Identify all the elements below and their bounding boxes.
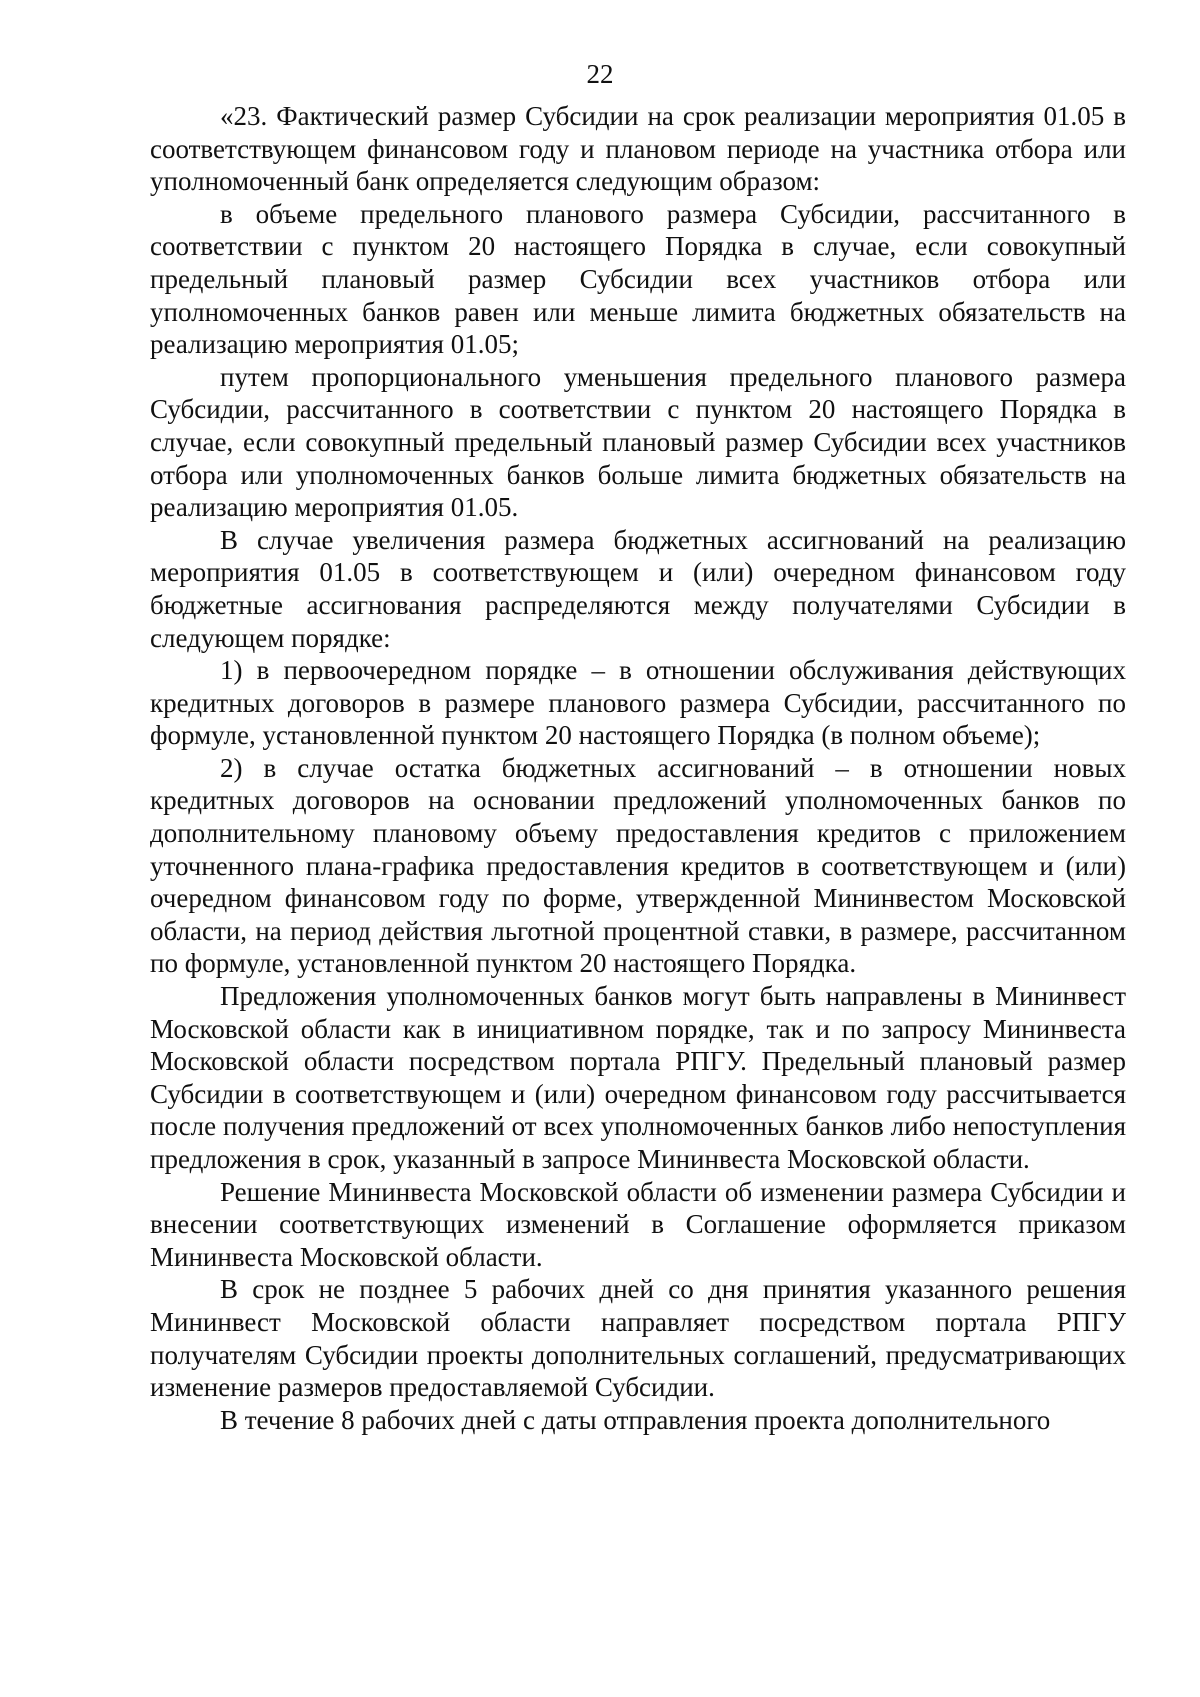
page-number: 22: [586, 59, 614, 89]
paragraph-deadline-8-days: В течение 8 рабочих дней с даты отправления проекта дополнительного: [220, 1404, 1051, 1435]
paragraph-deadline-5-days: В срок не позднее 5 рабочих дней со дня принятия указанного решения Мининвест Московской области направляет посредством портала РПГУ получателям Субсидии проекты дополнительных соглашений, предусматривающих изменение размеров предоставляемой Субсидии.: [150, 1274, 1126, 1403]
paragraph-bank-proposals: Предложения уполномоченных банков могут быть направлены в Мининвест Московской области как в инициативном порядке, так и по запросу Мининвеста Московской области посредством портала РПГУ. Предельный плановый размер Субсидии в соответствующем и (или) очередном финансовом году рассчитывается после получения предложений от всех уполномоченных банков либо непоступления предложения в срок, указанный в запросе Мининвеста Московской области.: [150, 981, 1126, 1174]
paragraph-priority-1: 1) в первоочередном порядке – в отношении обслуживания действующих кредитных договоров в размере планового размера Субсидии, рассчитанного по формуле, установленной пунктом 20 настоящего Порядка (в полном объеме);: [150, 655, 1126, 751]
paragraph-proportional-reduction: путем пропорционального уменьшения предельного планового размера Субсидии, рассчитанного в соответствии с пунктом 20 настоящего Порядка в случае, если совокупный предельный плановый размер Субсидии всех участников отбора или уполномоченных банков больше лимита бюджетных обязательств на реализацию мероприятия 01.05.: [150, 361, 1126, 523]
paragraph-allocation-increase: В случае увеличения размера бюджетных ассигнований на реализацию мероприятия 01.05 в соответствующем и (или) очередном финансовом году бюджетные ассигнования распределяются между получателями Субсидии в следующем порядке:: [150, 524, 1126, 653]
document-body: [150, 100, 1126, 1436]
paragraph-item-23: «23. Фактический размер Субсидии на срок реализации мероприятия 01.05 в соответствующем финансовом году и плановом периоде на участника отбора или уполномоченный банк определяется следующим образом:: [150, 101, 1126, 197]
paragraph-priority-2: 2) в случае остатка бюджетных ассигнований – в отношении новых кредитных договоров на основании предложений уполномоченных банков по дополнительному плановому объему предоставления кредитов с приложением уточненного плана-графика предоставления кредитов в соответствующем и (или) очередном финансовом году по форме, утвержденной Мининвестом Московской области, на период действия льготной процентной ставки, в размере, рассчитанном по формуле, установленной пунктом 20 настоящего Порядка.: [150, 752, 1126, 979]
paragraph-within-limit: в объеме предельного планового размера Субсидии, рассчитанного в соответствии с пунктом 20 настоящего Порядка в случае, если совокупный предельный плановый размер Субсидии всех участников отбора или уполномоченных банков равен или меньше лимита бюджетных обязательств на реализацию мероприятия 01.05;: [150, 198, 1126, 360]
paragraph-decision: Решение Мининвеста Московской области об изменении размера Субсидии и внесении соответствующих изменений в Соглашение оформляется приказом Мининвеста Московской области.: [150, 1176, 1126, 1272]
